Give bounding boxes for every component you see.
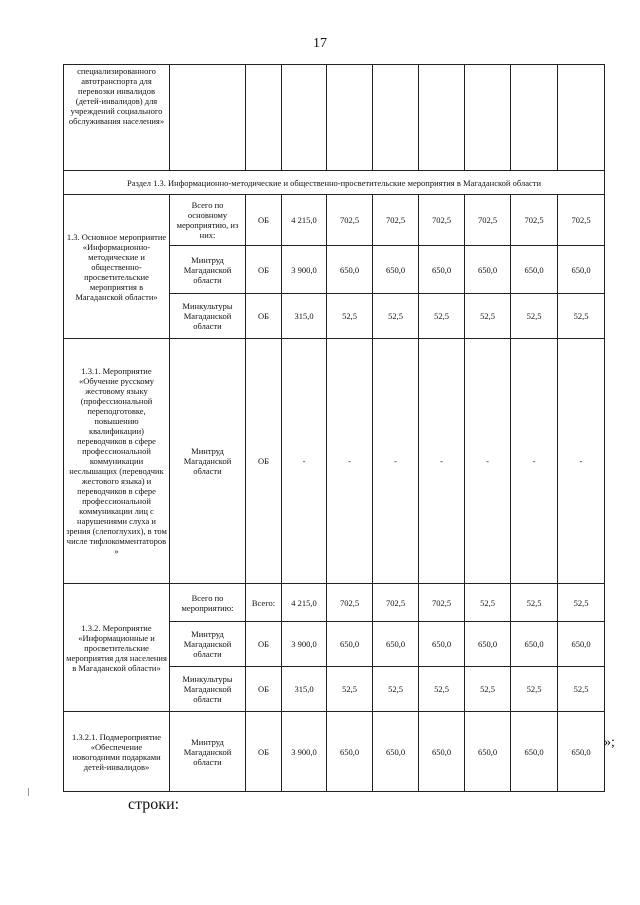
margin-mark [28,788,29,796]
table-row [64,712,605,792]
year-cell: 52,5 [511,294,558,339]
year-cell: 702,5 [327,584,373,622]
total-cell: 315,0 [282,294,327,339]
year-cell: 52,5 [511,584,558,622]
source-cell: ОБ [246,339,282,584]
year-cell: 650,0 [419,622,465,667]
year-cell: 702,5 [465,195,511,246]
year-cell: - [558,339,605,584]
year-cell: 650,0 [465,622,511,667]
total-cell: 4 215,0 [282,584,327,622]
executor-cell: Всего по основному мероприятию, из них: [170,195,246,246]
executor-cell: Минкультуры Магаданской области [170,667,246,712]
footer-text: строки: [128,796,180,813]
year-cell: 650,0 [465,246,511,294]
page-number: 17 [313,36,327,51]
total-cell: 3 900,0 [282,246,327,294]
year-cell: 650,0 [373,622,419,667]
year-cell: 650,0 [373,712,419,792]
year-cell: 702,5 [373,195,419,246]
year-cell: 650,0 [465,712,511,792]
year-cell: - [465,339,511,584]
year-cell: 52,5 [465,584,511,622]
year-cell: - [511,339,558,584]
year-cell: 52,5 [558,294,605,339]
year-cell: 702,5 [511,195,558,246]
executor-cell: Минтруд Магаданской области [170,339,246,584]
row-title: специализированного автотранспорта для перевозки инвалидов (детей-инвалидов) для учреждений социального обслуживания населения» [64,65,170,171]
year-cell: 52,5 [558,584,605,622]
executor-cell: Минкультуры Магаданской области [170,294,246,339]
total-cell: 315,0 [282,667,327,712]
row-title: 1.3.1. Мероприятие «Обучение русскому жестовому языку (профессиональной переподготовке, повышению квалификации) переводчиков в сфере профессиональной коммуникации неслышащих (переводчик жестового языка) и переводчиков в сфере профессиональной коммуникации лиц с нарушениями слуха и зрения (слепоглухих), в том числе тифлокомментаторов » [64,339,170,584]
year-cell: 702,5 [327,195,373,246]
total-cell: 3 900,0 [282,712,327,792]
year-cell: 650,0 [558,622,605,667]
total-cell: 3 900,0 [282,622,327,667]
year-cell: 52,5 [373,667,419,712]
year-cell: 702,5 [373,584,419,622]
source-cell: ОБ [246,294,282,339]
year-cell: 702,5 [419,584,465,622]
year-cell: 52,5 [511,667,558,712]
total-cell: 4 215,0 [282,195,327,246]
year-cell: - [373,339,419,584]
table-row [64,195,605,246]
source-cell: ОБ [246,195,282,246]
year-cell: 52,5 [327,667,373,712]
executor-cell: Минтруд Магаданской области [170,246,246,294]
row-title: 1.3. Основное мероприятие «Информационно-методические и общественно-просветительские мероприятия в Магаданской области» [64,195,170,339]
source-cell: ОБ [246,246,282,294]
section-title: Раздел 1.3. Информационно-методические и общественно-просветительские мероприятия в Магаданской области [64,171,605,195]
year-cell: 650,0 [373,246,419,294]
year-cell: 52,5 [419,294,465,339]
year-cell: 702,5 [558,195,605,246]
year-cell: 52,5 [419,667,465,712]
total-cell: - [282,339,327,584]
year-cell: - [327,339,373,584]
year-cell: 650,0 [327,622,373,667]
year-cell: 650,0 [511,712,558,792]
source-cell: ОБ [246,622,282,667]
source-cell: ОБ [246,712,282,792]
year-cell: 650,0 [327,712,373,792]
section-row [64,171,605,195]
table-row [64,65,605,171]
table-row [64,584,605,622]
executor-cell: Минтруд Магаданской области [170,622,246,667]
year-cell: 650,0 [511,622,558,667]
year-cell: 52,5 [465,667,511,712]
executor-cell: Минтруд Магаданской области [170,712,246,792]
year-cell: 52,5 [465,294,511,339]
year-cell: 650,0 [327,246,373,294]
year-cell: - [419,339,465,584]
year-cell: 650,0 [558,712,605,792]
year-cell: 650,0 [419,712,465,792]
table-row [64,339,605,584]
source-cell: Всего: [246,584,282,622]
year-cell: 650,0 [511,246,558,294]
row-title: 1.3.2. Мероприятие «Информационные и просветительские мероприятия для населения в Магаданской области» [64,584,170,712]
year-cell: 52,5 [327,294,373,339]
executor-cell: Всего по мероприятию: [170,584,246,622]
source-cell: ОБ [246,667,282,712]
year-cell: 52,5 [373,294,419,339]
year-cell: 650,0 [419,246,465,294]
row-title: 1.3.2.1. Подмероприятие «Обеспечение новогодними подарками детей-инвалидов» [64,712,170,792]
year-cell: 650,0 [558,246,605,294]
year-cell: 702,5 [419,195,465,246]
closing-quote-mark: »; [604,735,615,750]
year-cell: 52,5 [558,667,605,712]
program-table [63,64,605,792]
